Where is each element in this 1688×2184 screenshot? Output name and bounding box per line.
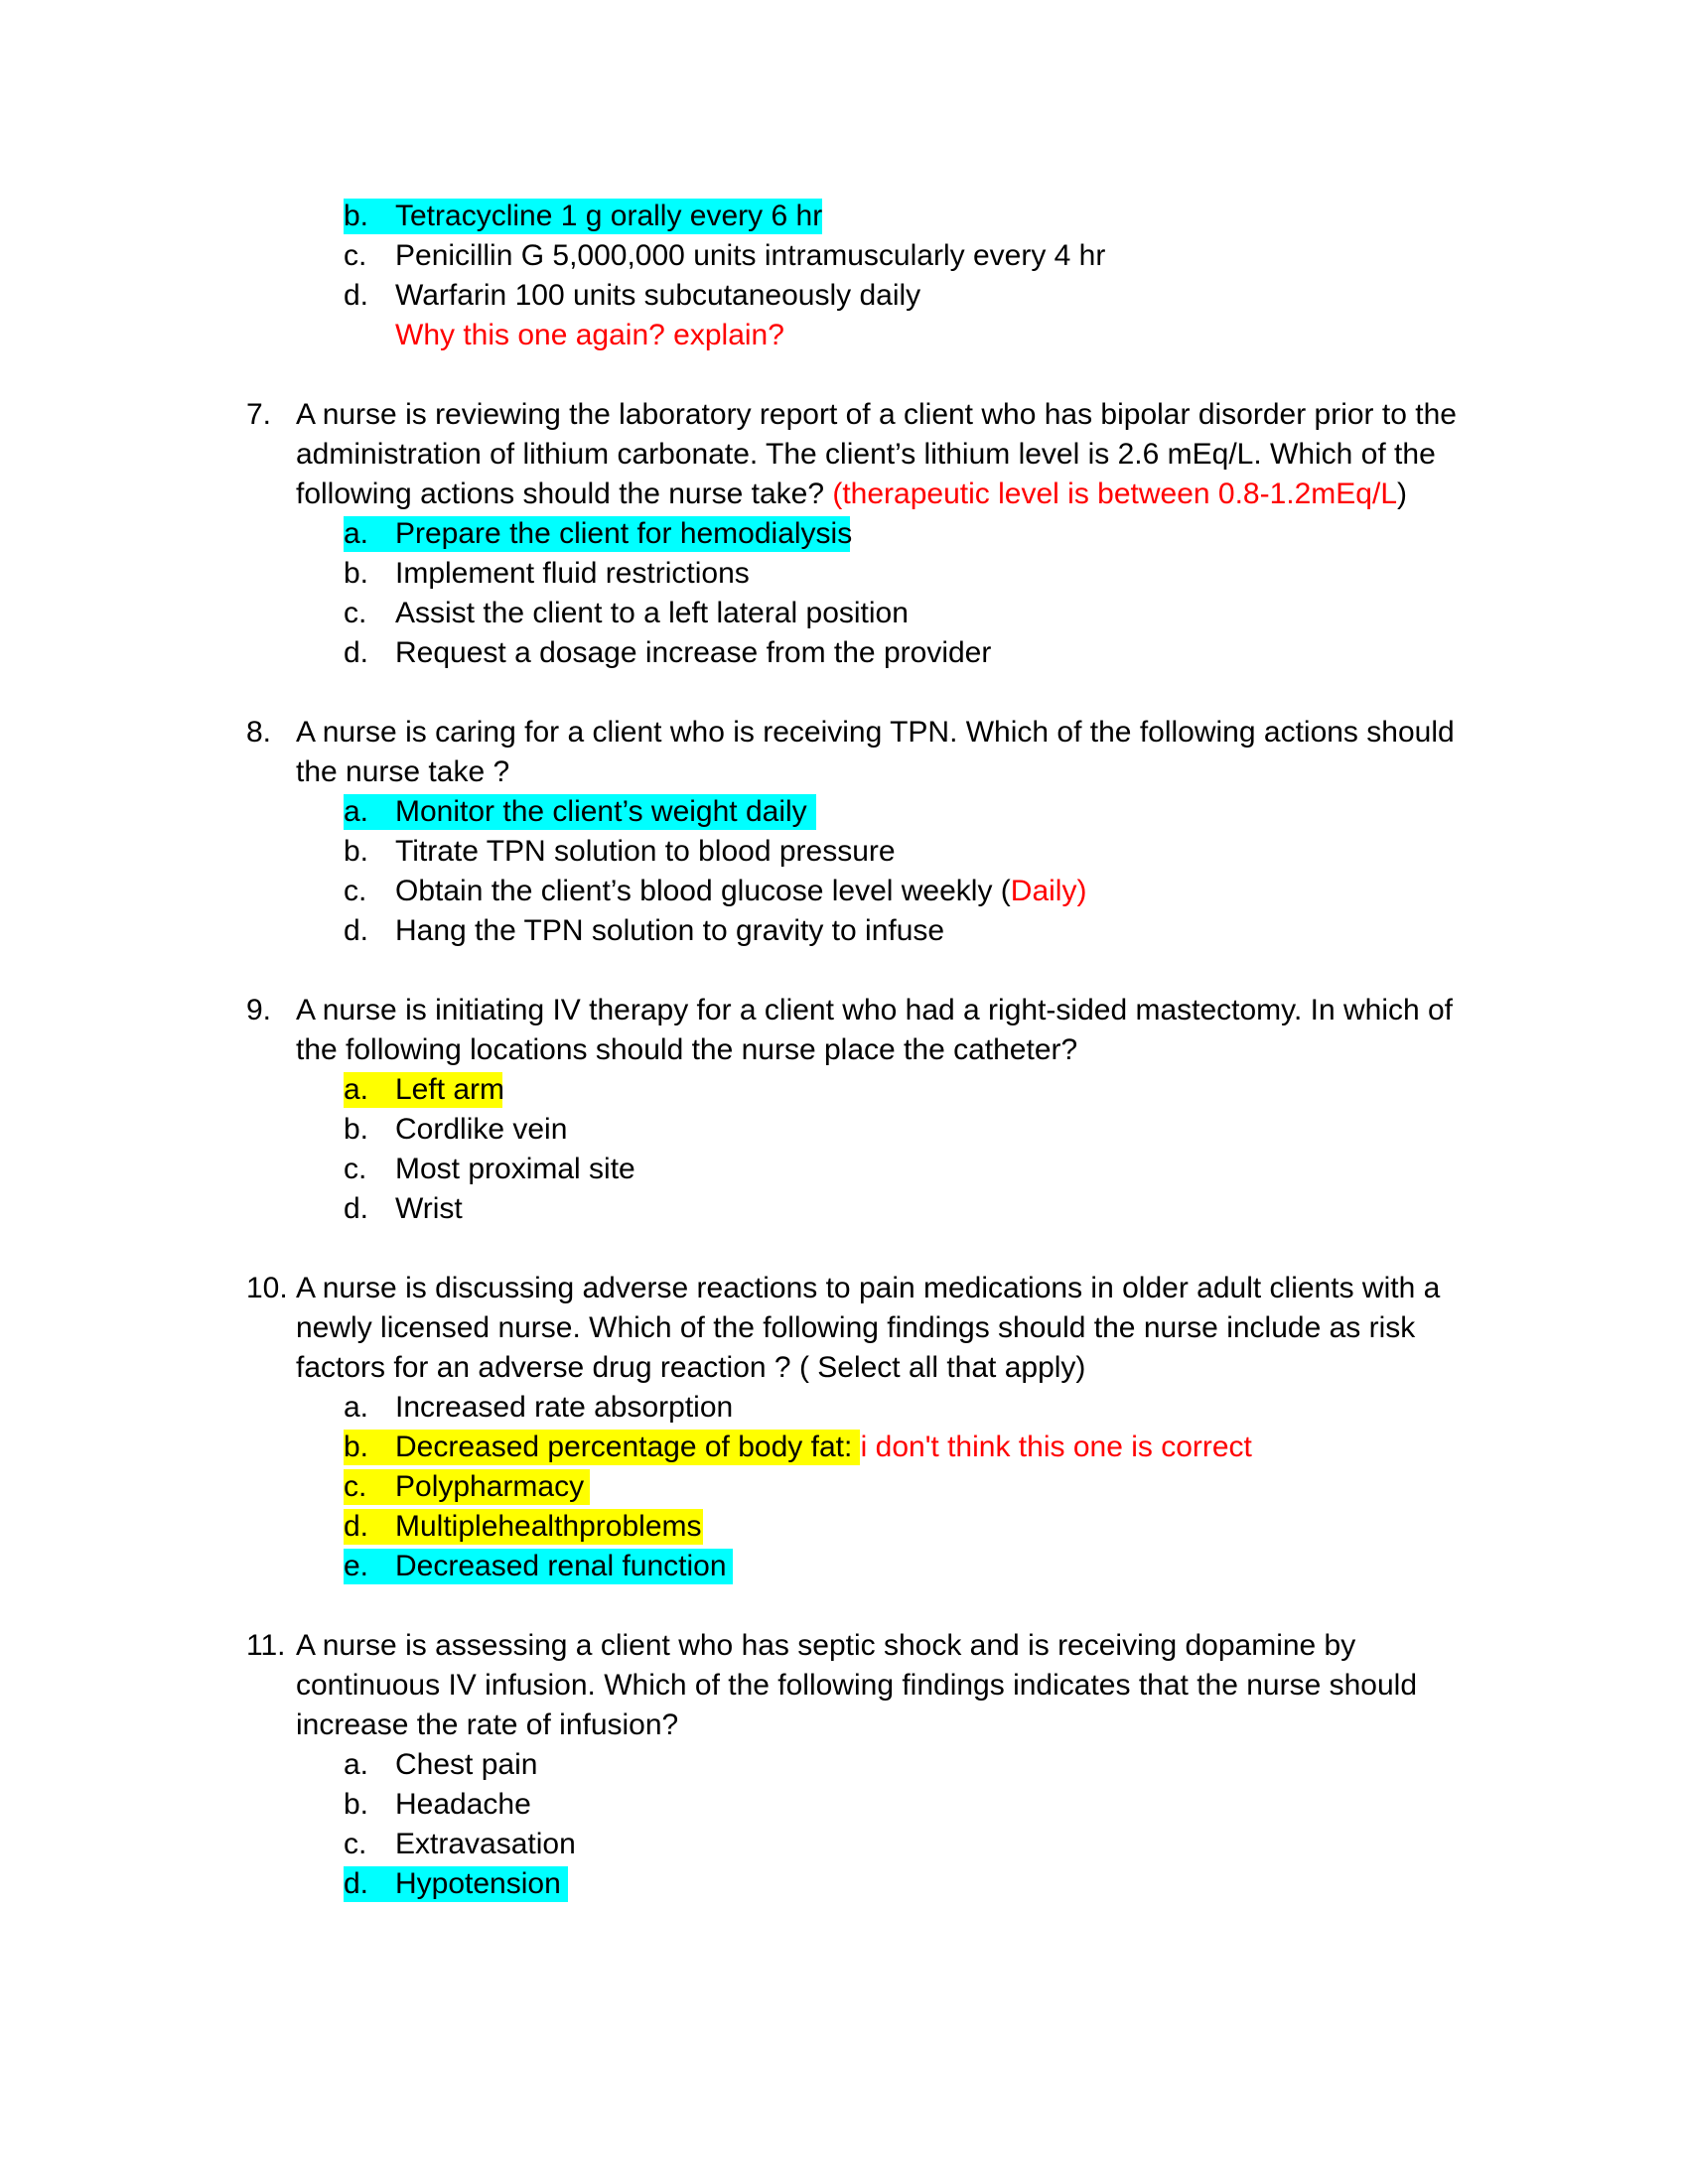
question-text-segment: following actions should the nurse take? — [296, 478, 825, 510]
closing-paren: ) — [1397, 478, 1408, 510]
question-text: A nurse is caring for a client who is receiving TPN. Which of the following actions should — [296, 716, 1455, 749]
q11-option-a — [0, 1745, 1688, 1785]
option-letter: a. — [344, 1073, 369, 1106]
question-text: newly licensed nurse. Which of the following findings should the nurse include as risk — [296, 1311, 1416, 1344]
question-text: A nurse is discussing adverse reactions to pain medications in older adult clients with a — [296, 1272, 1441, 1304]
question-text: A nurse is initiating IV therapy for a client who had a right-sided mastectomy. In which of — [296, 994, 1454, 1026]
q6-option-c — [0, 236, 1688, 276]
option-text: Titrate TPN solution to blood pressure — [395, 835, 896, 868]
q7-option-c — [0, 594, 1688, 633]
option-text: Chest pain — [395, 1748, 538, 1781]
q11-stem-line-1 — [0, 1626, 1688, 1666]
q7-option-a — [0, 514, 1688, 554]
q10-stem-line-2 — [0, 1308, 1688, 1348]
q11-option-d — [0, 1864, 1688, 1904]
option-letter: b. — [344, 200, 369, 232]
option-text: Request a dosage increase from the provider — [395, 636, 992, 669]
question-number: 7. — [246, 398, 272, 431]
question-number: 8. — [246, 716, 272, 749]
q10-option-b — [0, 1428, 1688, 1467]
q7-stem-line-3 — [0, 475, 1688, 514]
q6-option-b — [0, 197, 1688, 236]
question-number: 10. — [246, 1272, 288, 1304]
question-text: increase the rate of infusion? — [296, 1708, 679, 1741]
option-letter: b. — [344, 835, 369, 868]
q11-stem-line-3 — [0, 1706, 1688, 1745]
q9-stem-line-1 — [0, 991, 1688, 1030]
option-text-segment: Decreased percentage of body fat: — [395, 1431, 853, 1463]
option-letter: a. — [344, 1391, 369, 1424]
q10-option-c — [0, 1467, 1688, 1507]
option-letter: a. — [344, 795, 369, 828]
q8-option-c — [0, 872, 1688, 911]
q8-stem-line-1 — [0, 713, 1688, 752]
option-text: Most proximal site — [395, 1153, 635, 1185]
option-text: Hypotension — [395, 1867, 561, 1900]
question-list — [0, 197, 1688, 1904]
q9-option-d — [0, 1189, 1688, 1229]
question-text: A nurse is reviewing the laboratory report of a client who has bipolar disorder prior to the — [296, 398, 1457, 431]
q7-stem-line-1 — [0, 395, 1688, 435]
option-text: Implement fluid restrictions — [395, 557, 750, 590]
option-letter: e. — [344, 1550, 369, 1582]
option-text: Headache — [395, 1788, 531, 1821]
option-text: Decreased renal function — [395, 1550, 727, 1582]
question-text: the nurse take ? — [296, 755, 510, 788]
option-letter: d. — [344, 1192, 369, 1225]
option-text: Penicillin G 5,000,000 units intramuscularly every 4 hr — [395, 239, 1106, 272]
q7-option-b — [0, 554, 1688, 594]
option-letter: d. — [344, 1510, 369, 1543]
q9-stem-line-2 — [0, 1030, 1688, 1070]
option-letter: c. — [344, 875, 367, 907]
option-text: Monitor the client’s weight daily — [395, 795, 807, 828]
q8-stem-line-2 — [0, 752, 1688, 792]
question-text: the following locations should the nurse place the catheter? — [296, 1033, 1078, 1066]
option-text: Wrist — [395, 1192, 463, 1225]
q10-option-e — [0, 1547, 1688, 1586]
question-number: 11. — [246, 1629, 286, 1662]
q9-option-a — [0, 1070, 1688, 1110]
q8-option-b — [0, 832, 1688, 872]
option-text: Increased rate absorption — [395, 1391, 734, 1424]
q11-option-c — [0, 1825, 1688, 1864]
annotation-text: Daily) — [1010, 875, 1087, 907]
q9-option-b — [0, 1110, 1688, 1150]
option-text: Prepare the client for hemodialysis — [395, 517, 853, 550]
option-letter: c. — [344, 1470, 367, 1503]
question-text: A nurse is assessing a client who has septic shock and is receiving dopamine by — [296, 1629, 1356, 1662]
option-letter: b. — [344, 1431, 369, 1463]
annotation-text: (therapeutic level is between 0.8-1.2mEq/L — [832, 478, 1398, 510]
q11-stem-line-2 — [0, 1666, 1688, 1706]
q8-option-a — [0, 792, 1688, 832]
question-text — [296, 475, 1407, 514]
option-letter: d. — [344, 636, 369, 669]
option-letter: d. — [344, 914, 369, 947]
question-text: factors for an adverse drug reaction ? ( Select all that apply) — [296, 1351, 1086, 1384]
q10-option-d — [0, 1507, 1688, 1547]
q6-option-d — [0, 276, 1688, 316]
option-letter: b. — [344, 1788, 369, 1821]
option-text: Polypharmacy — [395, 1470, 585, 1503]
option-text: Tetracycline 1 g orally every 6 hr — [395, 200, 823, 232]
option-text — [395, 1428, 1252, 1467]
question-text: continuous IV infusion. Which of the following findings indicates that the nurse should — [296, 1669, 1418, 1702]
q10-stem-line-1 — [0, 1269, 1688, 1308]
option-letter: c. — [344, 597, 367, 629]
option-letter: d. — [344, 1867, 369, 1900]
option-letter: a. — [344, 517, 369, 550]
option-text: Extravasation — [395, 1828, 576, 1860]
question-text: administration of lithium carbonate. The client’s lithium level is 2.6 mEq/L. Which of the — [296, 438, 1436, 471]
option-text: Assist the client to a left lateral position — [395, 597, 909, 629]
option-letter: b. — [344, 557, 369, 590]
q7-stem-line-2 — [0, 435, 1688, 475]
option-text-segment: Obtain the client’s blood glucose level weekly ( — [395, 875, 1011, 907]
option-text: Hang the TPN solution to gravity to infuse — [395, 914, 945, 947]
option-text — [395, 872, 1086, 911]
option-text: Left arm — [395, 1073, 505, 1106]
option-text: Multiplehealthproblems — [395, 1510, 702, 1543]
q7-option-d — [0, 633, 1688, 673]
option-text: Warfarin 100 units subcutaneously daily — [395, 279, 921, 312]
q10-stem-line-3 — [0, 1348, 1688, 1388]
q6-annotation — [0, 316, 1688, 355]
question-number: 9. — [246, 994, 272, 1026]
option-letter: c. — [344, 1828, 367, 1860]
annotation-text: i don't think this one is correct — [852, 1431, 1252, 1463]
option-letter: c. — [344, 1153, 367, 1185]
option-letter: b. — [344, 1113, 369, 1146]
option-text: Cordlike vein — [395, 1113, 568, 1146]
q10-option-a — [0, 1388, 1688, 1428]
q9-option-c — [0, 1150, 1688, 1189]
q11-option-b — [0, 1785, 1688, 1825]
option-letter: d. — [344, 279, 369, 312]
option-letter: a. — [344, 1748, 369, 1781]
annotation-text: Why this one again? explain? — [395, 319, 784, 351]
q8-option-d — [0, 911, 1688, 951]
option-letter: c. — [344, 239, 367, 272]
